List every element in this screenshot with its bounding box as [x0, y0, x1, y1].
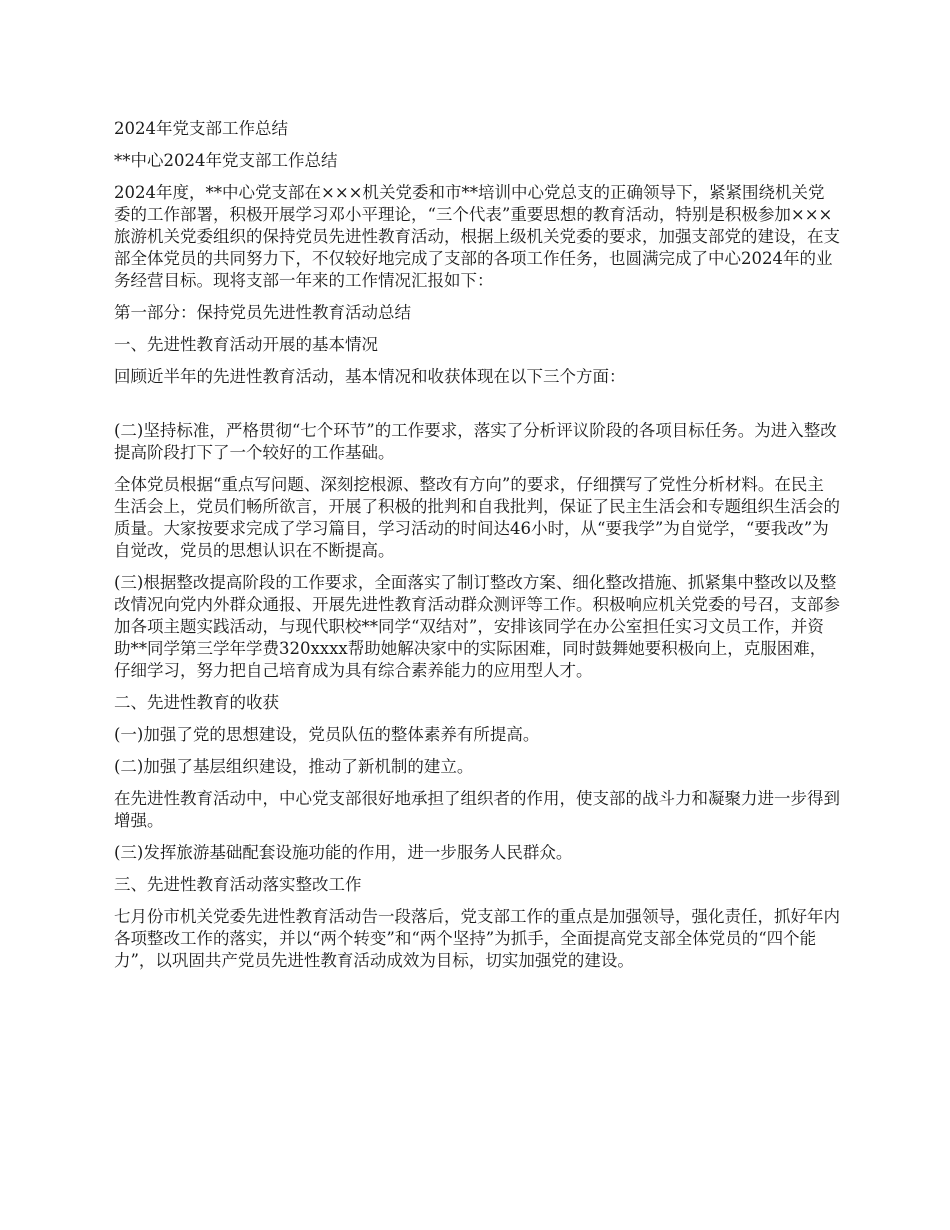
- blank-space: [114, 398, 840, 420]
- body-paragraph: 全体党员根据“重点写问题、深刻挖根源、整改有方向”的要求，仔细撰写了党性分析材料。在民主生活会上，党员们畅所欲言，开展了积极的批判和自我批判，保证了民主生活会和专题组织生活会的质量。大家按要求完成了学习篇目，学习活动的时间达46小时，从“要我学”为自觉学，“要我改”为自觉改，党员的思想认识在不断提高。: [114, 475, 840, 560]
- section-heading: 三、先进性教育活动落实整改工作: [114, 875, 362, 894]
- part-heading: 第一部分：保持党员先进性教育活动总结: [114, 303, 411, 322]
- section-heading: 一、先进性教育活动开展的基本情况: [114, 335, 378, 354]
- body-paragraph: 在先进性教育活动中，中心党支部很好地承担了组织者的作用，使支部的战斗力和凝聚力进一步得到增强。: [114, 789, 840, 830]
- intro-paragraph: 2024年度，**中心党支部在×××机关党委和市**培训中心党总支的正确领导下，紧紧围绕机关党委的工作部署，积极开展学习邓小平理论，“三个代表”重要思想的教育活动，特别是积极参加×××旅游机关党委组织的保持党员先进性教育活动，根据上级机关党委的要求，加强支部党的建设，在支部全体党员的共同努力下，不仅较好地完成了支部的各项工作任务，也圆满完成了中心2024年的业务经营目标。现将支部一年来的工作情况汇报如下：: [114, 183, 840, 290]
- document-page: [114, 118, 840, 982]
- section-heading: 二、先进性教育的收获: [114, 693, 279, 712]
- section-intro: 回顾近半年的先进性教育活动，基本情况和收获体现在以下三个方面：: [114, 367, 626, 386]
- list-item: (三)根据整改提高阶段的工作要求，全面落实了制订整改方案、细化整改措施、抓紧集中整改以及整改情况向党内外群众通报、开展先进性教育活动群众测评等工作。积极响应机关党委的号召，支部参加各项主题实践活动，与现代职校**同学“双结对”，安排该同学在办公室担任实习文员工作，并资助**同学第三学年学费320xxxx帮助她解决家中的实际困难，同时鼓舞她要积极向上，克服困难，仔细学习，努力把自己培育成为具有综合素养能力的应用型人才。: [114, 573, 840, 680]
- body-paragraph: 七月份市机关党委先进性教育活动告一段落后，党支部工作的重点是加强领导，强化责任，抓好年内各项整改工作的落实，并以“两个转变”和“两个坚持”为抓手，全面提高党支部全体党员的“四个能力”，以巩固共产党员先进性教育活动成效为目标，切实加强党的建设。: [114, 907, 840, 970]
- document-title: 2024年党支部工作总结: [114, 119, 288, 138]
- list-item: (一)加强了党的思想建设，党员队伍的整体素养有所提高。: [114, 725, 540, 744]
- document-subtitle: **中心2024年党支部工作总结: [114, 151, 338, 170]
- list-item: (三)发挥旅游基础配套设施功能的作用，进一步服务人民群众。: [114, 843, 573, 862]
- list-item: (二)加强了基层组织建设，推动了新机制的建立。: [114, 757, 474, 776]
- list-item: (二)坚持标准，严格贯彻“七个环节”的工作要求，落实了分析评议阶段的各项目标任务。为进入整改提高阶段打下了一个较好的工作基础。: [114, 421, 837, 462]
